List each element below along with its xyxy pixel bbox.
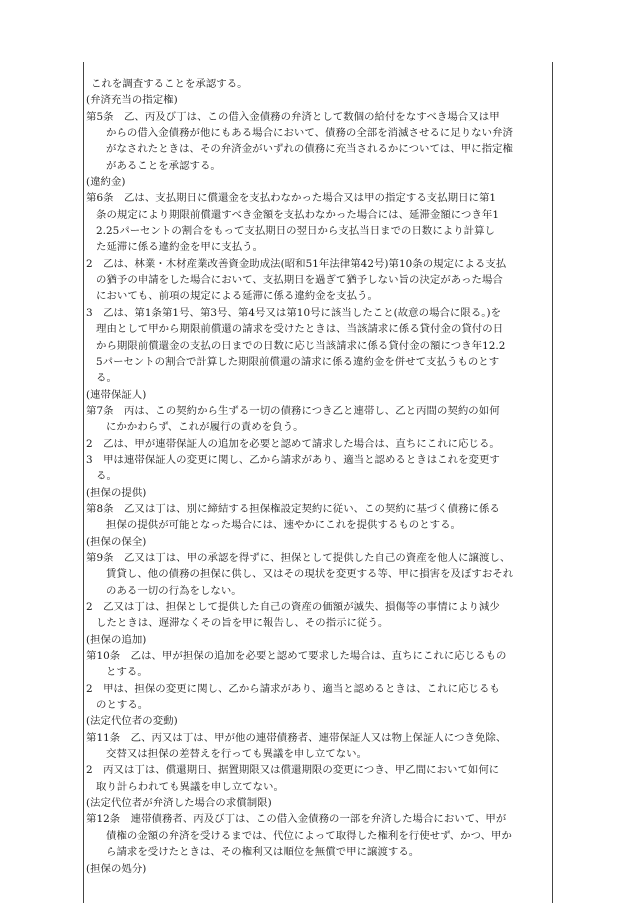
text-line: 第10条 乙は、甲が担保の追加を必要と認めて要求した場合は、直ちにこれに応じるもの	[86, 650, 507, 663]
text-line: (担保の提供)	[86, 486, 147, 499]
text-line: 3 乙は、第1条第1号、第3号、第4号又は第10号に該当したこと(故意の場合に限る。)を	[86, 306, 502, 319]
text-line: 債権の金額の弁済を受けるまでは、代位によって取得した権利を行使せず、かつ、甲か	[106, 829, 512, 842]
text-line: 第8条 乙又は丁は、別に締結する担保権設定契約に従い、この契約に基づく債務に係る	[86, 502, 500, 515]
text-line: ら請求を受けたときは、その権利又は順位を無償で甲に譲渡する。	[106, 846, 420, 859]
text-line: (連帯保証人)	[86, 388, 147, 401]
text-line: (弁済充当の指定権)	[86, 94, 178, 107]
text-line: のとする。	[96, 699, 149, 712]
text-line: のある一切の行為をしない。	[106, 584, 242, 597]
text-line: た延滞に係る違約金を甲に支払う。	[96, 241, 264, 254]
text-line: (違約金)	[86, 176, 126, 189]
text-line: したときは、遅滞なくその旨を甲に報告し、その指示に従う。	[96, 617, 389, 630]
text-line: 2 甲は、担保の変更に関し、乙から請求があり、適当と認めるときは、これに応じるも	[86, 682, 500, 695]
text-line: 2 乙は、林業・木材産業改善資金助成法(昭和51年法律第42号)第10条の規定による支払	[86, 257, 507, 270]
text-line: がなされたときは、その弁済金がいずれの債務に充当されるかについては、甲に指定権	[106, 143, 513, 156]
text-line: 2 乙は、甲が連帯保証人の追加を必要と認めて請求した場合は、直ちにこれに応じる。	[86, 437, 500, 450]
text-line: 条の規定により期限前償還すべき金額を支払わなかった場合には、延滞金額につき年1	[96, 208, 499, 221]
text-line: とする。	[106, 666, 148, 679]
text-line: (担保の保全)	[86, 535, 147, 548]
text-line: 第11条 乙、丙又は丁は、甲が他の連帯債務者、連帯保証人又は物上保証人につき免除、	[86, 731, 507, 744]
text-line: 交替又は担保の差替えを行っても異議を申し立てない。	[106, 748, 368, 761]
text-line: 第5条 乙、丙及び丁は、この借入金債務の弁済として数個の給付をなすべき場合又は甲	[86, 110, 500, 123]
text-line: 3 甲は連帯保証人の変更に関し、乙から請求があり、適当と認めるときはこれを変更す	[86, 453, 500, 466]
text-line: にかかわらず、これが履行の責めを負う。	[106, 421, 304, 434]
text-line: る。	[96, 470, 117, 483]
text-line: があることを承認する。	[106, 159, 221, 172]
text-line: 第12条 連帯債務者、丙及び丁は、この借入金債務の一部を弁済した場合において、甲が	[86, 813, 507, 826]
text-line: 第6条 乙は、支払期日に償還金を支払わなかった場合又は甲の指定する支払期日に第1	[86, 192, 497, 205]
text-line: の猶予の申請をした場合において、支払期日を過ぎて猶予しない旨の決定があった場合	[96, 274, 503, 287]
text-line: る。	[96, 372, 117, 385]
text-line: 第9条 乙又は丁は、甲の承認を得ずに、担保として提供した自己の資産を他人に譲渡し、	[86, 551, 511, 564]
text-line: 2 乙又は丁は、担保として提供した自己の資産の価額が滅失、損傷等の事情により減少	[86, 601, 500, 613]
text-line: 第7条 丙は、この契約から生ずる一切の債務につき乙と連帯し、乙と丙間の契約の如何	[86, 404, 500, 417]
text-line: 2 丙又は丁は、償還期日、据置期限又は償還期限の変更につき、甲乙間において如何に	[86, 764, 500, 777]
text-line: (担保の追加)	[86, 633, 147, 646]
text-line: 賃貸し、他の債務の担保に供し、又はその現状を変更する等、甲に損害を及ぼすおそれ	[106, 568, 514, 581]
text-line: においても、前項の規定による延滞に係る違約金を支払う。	[96, 290, 378, 303]
text-line: からの借入金債務が他にもある場合において、債務の全部を消滅させるに足りない弁済	[106, 127, 513, 140]
text-line: (法定代位者が弁済した場合の求償制限)	[86, 797, 272, 810]
text-line: (担保の処分)	[86, 862, 147, 875]
text-line: (法定代位者の変動)	[86, 715, 178, 728]
text-line: 5パーセントの割合で計算した期限前償還の請求に係る違約金を併せて支払うものとす	[96, 355, 500, 368]
text-line: これを調査することを承認する。	[91, 78, 248, 90]
text-line: 2.25パーセントの割合をもって支払期日の翌日から支払当日までの日数により計算し	[96, 225, 495, 238]
text-line: 担保の提供が可能となった場合には、速やかにこれを提供するものとする。	[106, 519, 461, 532]
text-line: から期限前償還金の支払の日までの日数に応じ当該請求に係る貸付金の額につき年12.2	[96, 339, 506, 352]
text-line: 理由として甲から期限前償還の請求を受けたときは、当該請求に係る貸付金の貸付の日	[96, 323, 504, 336]
text-line: 取り計らわれても異議を申し立てない。	[96, 780, 284, 793]
document-body	[86, 76, 551, 877]
